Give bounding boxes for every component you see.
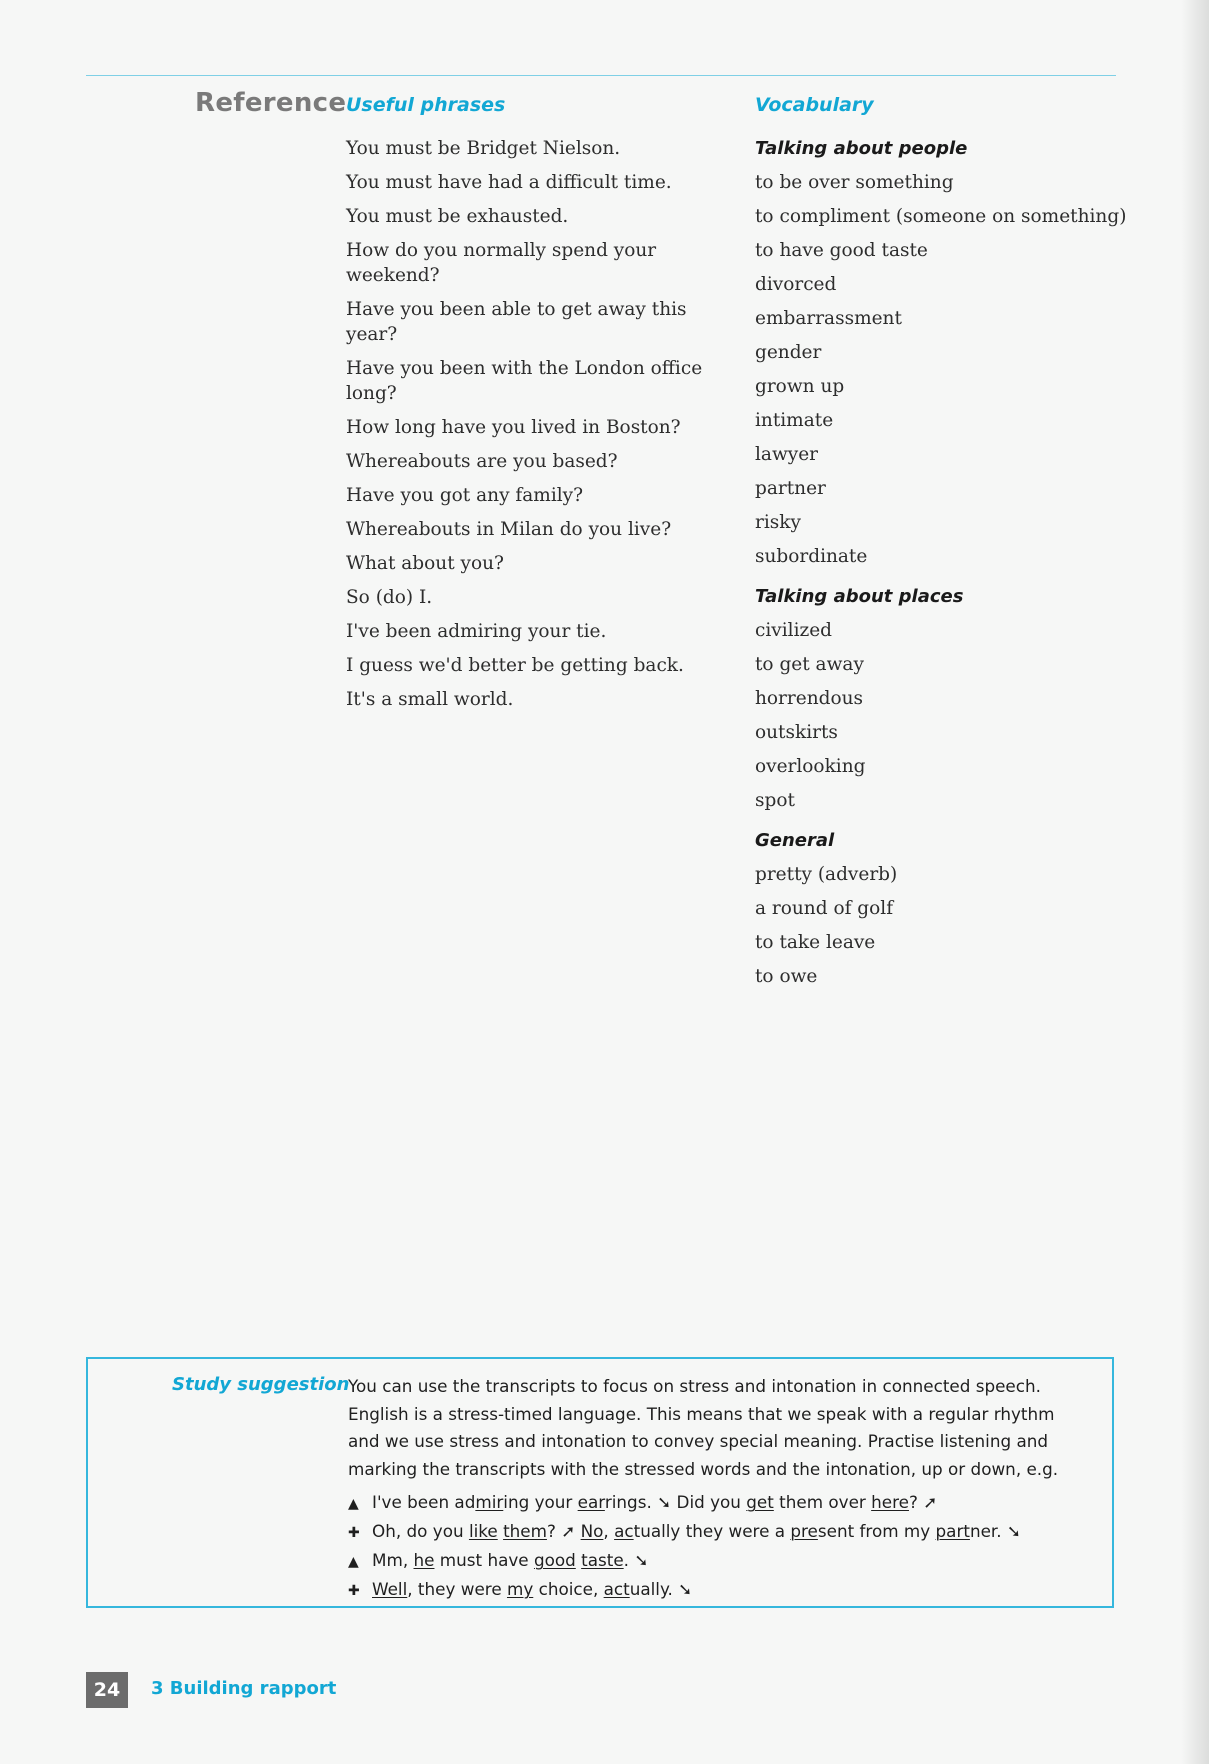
example-line xyxy=(348,1576,1088,1605)
text-segment: Mm, xyxy=(372,1550,414,1570)
text-segment: tually they were a xyxy=(633,1521,791,1541)
vocab-item: civilized xyxy=(755,620,833,641)
phrase-item: Have you been with the London office long? xyxy=(346,358,703,404)
useful-phrases-list xyxy=(346,136,726,721)
stressed-syllable: my xyxy=(506,1579,534,1599)
phrase-item: What about you? xyxy=(346,553,504,574)
text-segment: , they were xyxy=(407,1579,507,1599)
vocab-item: lawyer xyxy=(755,444,819,465)
phrase-item: How do you normally spend your weekend? xyxy=(346,240,657,286)
text-segment: choice, xyxy=(533,1579,604,1599)
text-segment: . ➘ xyxy=(623,1550,649,1570)
reference-title: Reference xyxy=(195,88,347,118)
page-edge-shadow xyxy=(1181,0,1209,1764)
vocab-item: subordinate xyxy=(755,546,868,567)
phrase-item: You must be Bridget Nielson. xyxy=(346,138,621,159)
text-segment: rings. ➘ Did you xyxy=(604,1492,747,1512)
text-segment: I've been ad xyxy=(372,1492,476,1512)
stressed-syllable: get xyxy=(746,1492,774,1512)
stressed-syllable: No xyxy=(580,1521,604,1541)
text-segment: ? ➚ xyxy=(546,1521,581,1541)
stressed-syllable: mir xyxy=(475,1492,504,1512)
text-segment: ually. ➘ xyxy=(629,1579,693,1599)
vocab-item: to be over something xyxy=(755,172,954,193)
vocab-item: partner xyxy=(755,478,826,499)
stressed-syllable: act xyxy=(603,1579,630,1599)
stressed-syllable: part xyxy=(935,1521,970,1541)
study-suggestion-box xyxy=(86,1357,1114,1608)
text-segment: sent from my xyxy=(817,1521,936,1541)
stressed-syllable: Well xyxy=(372,1579,408,1599)
vocab-item: to owe xyxy=(755,966,818,987)
page-number: 24 xyxy=(86,1672,128,1708)
text-segment: ing your xyxy=(503,1492,578,1512)
vocab-item: overlooking xyxy=(755,756,866,777)
text-segment: them over xyxy=(773,1492,872,1512)
stressed-syllable: pre xyxy=(790,1521,818,1541)
phrase-item: Have you got any family? xyxy=(346,485,584,506)
top-rule xyxy=(86,75,1116,76)
vocab-item: divorced xyxy=(755,274,837,295)
vocab-item: risky xyxy=(755,512,801,533)
phrase-item: You must be exhausted. xyxy=(346,206,569,227)
vocab-item: to take leave xyxy=(755,932,876,953)
intonation-examples xyxy=(348,1489,1088,1605)
vocabulary-heading: Vocabulary xyxy=(755,94,874,116)
phrase-item: You must have had a difficult time. xyxy=(346,172,672,193)
text-segment: , xyxy=(603,1521,615,1541)
stressed-syllable: he xyxy=(413,1550,435,1570)
vocab-item: spot xyxy=(755,790,795,811)
stressed-syllable: like xyxy=(468,1521,498,1541)
vocab-item: pretty (adverb) xyxy=(755,864,898,885)
example-line xyxy=(348,1547,1088,1576)
stressed-syllable: them xyxy=(503,1521,547,1541)
vocab-group-title: General xyxy=(755,830,835,851)
text-segment: Oh, do you xyxy=(372,1521,469,1541)
vocab-item: to compliment (someone on something) xyxy=(755,206,1127,227)
vocab-item: horrendous xyxy=(755,688,863,709)
phrase-item: It's a small world. xyxy=(346,689,514,710)
stressed-syllable: taste xyxy=(581,1550,624,1570)
vocab-item: grown up xyxy=(755,376,845,397)
useful-phrases-heading: Useful phrases xyxy=(346,94,506,116)
vocabulary-list xyxy=(755,134,1126,996)
vocab-item: a round of golf xyxy=(755,898,894,919)
text-segment: ? ➚ xyxy=(908,1492,938,1512)
example-line xyxy=(348,1489,1088,1518)
chapter-title: 3 Building rapport xyxy=(151,1678,337,1699)
stressed-syllable: ac xyxy=(614,1521,634,1541)
phrase-item: Whereabouts in Milan do you live? xyxy=(346,519,672,540)
vocab-group-title: Talking about places xyxy=(755,586,964,607)
study-suggestion-label: Study suggestion xyxy=(172,1374,350,1395)
speaker-marker-icon: ✚ xyxy=(348,1525,360,1541)
phrase-item: Whereabouts are you based? xyxy=(346,451,618,472)
example-line xyxy=(348,1518,1088,1547)
phrase-item: So (do) I. xyxy=(346,587,433,608)
vocab-group-title: Talking about people xyxy=(755,138,968,159)
stressed-syllable: here xyxy=(871,1492,909,1512)
vocab-item: outskirts xyxy=(755,722,838,743)
phrase-item: I guess we'd better be getting back. xyxy=(346,655,684,676)
stressed-syllable: good xyxy=(533,1550,576,1570)
text-segment: ner. ➘ xyxy=(969,1521,1021,1541)
study-suggestion-text: You can use the transcripts to focus on stress and intonation in connected speech. English is a stress-timed language. This means that we speak with a regular rhythm and we use stress and intonation to convey special meaning. Practise listening and marking the transcripts with the stressed words and the intonation, up or down, e.g. xyxy=(348,1376,1059,1479)
stressed-syllable: ear xyxy=(577,1492,605,1512)
vocab-item: embarrassment xyxy=(755,308,902,329)
text-segment: must have xyxy=(434,1550,534,1570)
speaker-marker-icon: ▲ xyxy=(348,1554,359,1570)
phrase-item: Have you been able to get away this year? xyxy=(346,299,687,345)
speaker-marker-icon: ✚ xyxy=(348,1583,360,1599)
vocab-item: to get away xyxy=(755,654,864,675)
vocab-item: to have good taste xyxy=(755,240,928,261)
vocab-item: intimate xyxy=(755,410,834,431)
vocab-item: gender xyxy=(755,342,822,363)
phrase-item: How long have you lived in Boston? xyxy=(346,417,681,438)
speaker-marker-icon: ▲ xyxy=(348,1496,359,1512)
phrase-item: I've been admiring your tie. xyxy=(346,621,607,642)
